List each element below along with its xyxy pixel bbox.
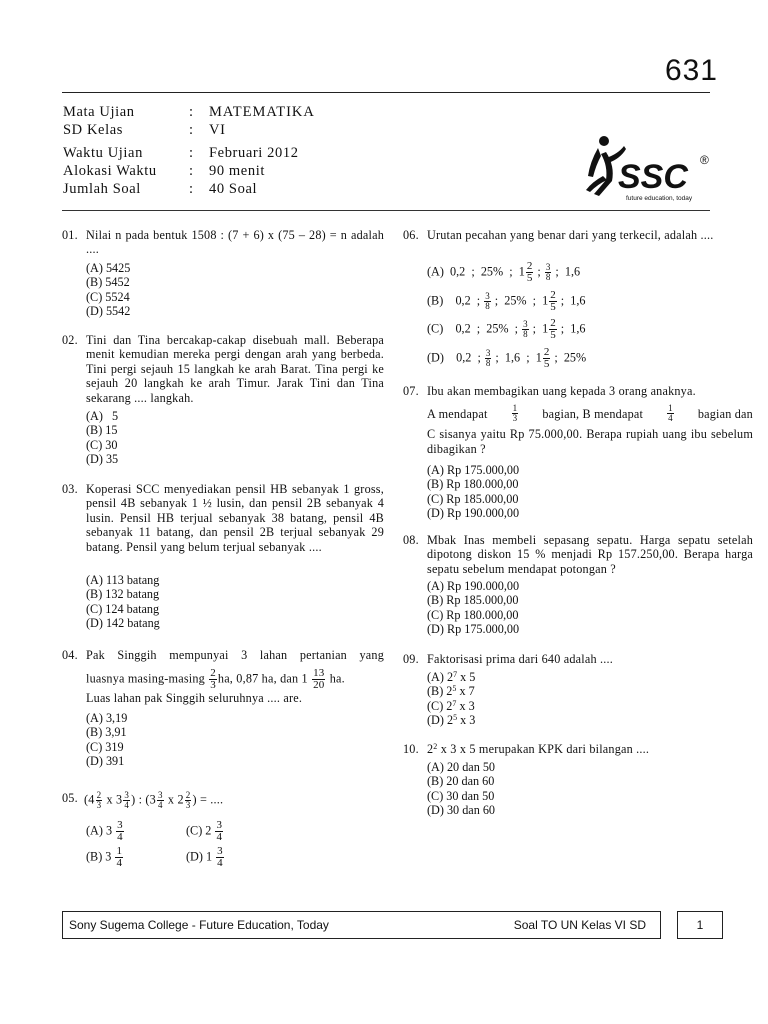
- q07-text: A mendapat: [427, 406, 488, 421]
- page-number-box: 1: [677, 911, 723, 939]
- q05-text: ) : (3: [131, 792, 156, 807]
- question-04-options: [86, 711, 127, 769]
- q04-line2: [86, 668, 384, 691]
- option-a: (A) 113 batang: [86, 573, 160, 587]
- option-b: (B) Rp 180.000,00: [427, 477, 519, 492]
- info-colon: :: [189, 163, 194, 179]
- option-d: (D) 391: [86, 754, 125, 769]
- info-label: Mata Ujian: [63, 104, 135, 120]
- option-c: (C) 2 $\frac{3}{4}$: [186, 819, 222, 843]
- option-b: (B) $2^5$ x 7: [427, 684, 475, 699]
- option-a: (A) 20 dan 50: [427, 760, 496, 774]
- option-d: (D) 5542: [86, 304, 131, 319]
- option-d: (D) Rp 175.000,00: [427, 622, 520, 637]
- question-text: Tini dan Tina bercakap-cakap disebuah mall. Beberapa menit kemudian mereka pergi dengan arah yang berbeda. Tini pergi sejauh 15 langkah ke arah Barat. Tina pergi ke sejauh 20 langkah ke arah Timur. Jarak Tini dan Tina sekarang .... langkah.: [86, 333, 384, 405]
- info-value: VI: [209, 122, 226, 138]
- q07-line2: [427, 404, 753, 423]
- info-label: Alokasi Waktu: [63, 163, 157, 179]
- question-text: Nilai n pada bentuk 1508 : (7 + 6) x (75 – 28) = n adalah ....: [86, 228, 384, 257]
- info-value: 40 Soal: [209, 181, 258, 197]
- option-a: (A) 5: [86, 409, 119, 423]
- question-03-options: [86, 573, 160, 631]
- option-c: (C) 0,2 ; 25% ; $\frac{3}{8}$ ; 1 $\frac{2}{5}$ ; 1,6: [427, 317, 586, 341]
- fraction-1-4: $\frac{1}{4}$: [668, 403, 673, 424]
- q04-line3: Luas lahan pak Singgih seluruhnya .... are.: [86, 691, 303, 706]
- question-number: 01.: [62, 228, 78, 242]
- question-02-options: [86, 409, 118, 467]
- q04-text: ha.: [329, 671, 345, 686]
- option-b: (B) Rp 185.000,00: [427, 593, 519, 608]
- question-number: 06.: [403, 228, 419, 242]
- info-label: Jumlah Soal: [63, 181, 141, 197]
- info-colon: :: [189, 181, 194, 197]
- info-colon: :: [189, 145, 194, 161]
- logo-tagline: future education, today: [626, 195, 693, 202]
- option-c: (C) 30 dan 50: [427, 788, 495, 803]
- option-c: (C) $2^7$ x 3: [427, 698, 475, 713]
- question-text: [427, 384, 753, 456]
- question-number: 09.: [403, 652, 419, 666]
- q07-line3: C sisanya yaitu Rp 75.000,00. Berapa rupiah uang ibu sebelum dibagikan ?: [427, 427, 753, 456]
- footer-exam-title: Soal TO UN Kelas VI SD: [513, 918, 646, 932]
- q05-text: x 2: [167, 792, 184, 807]
- info-label: SD Kelas: [63, 122, 123, 138]
- info-colon: :: [189, 122, 194, 138]
- info-value: MATEMATIKA: [209, 104, 315, 120]
- question-text: $2^2$ x 3 x 5 merupakan KPK dari bilangan ....: [427, 742, 650, 756]
- fraction-3-4: $\frac{3}{4}$: [124, 790, 130, 810]
- option-b: (B) 5452: [86, 275, 130, 290]
- option-b: (B) 3 $\frac{1}{4}$: [86, 845, 122, 869]
- option-a: (A) 0,2 ; 25% ; 1 $\frac{2}{5}$ ; $\frac{3}{8}$ ; 1,6: [427, 260, 581, 284]
- question-number: 07.: [403, 384, 419, 398]
- q04-text: ha, 0,87 ha, dan 1: [217, 671, 308, 686]
- fraction-1-3: $\frac{1}{3}$: [512, 403, 518, 424]
- option-c: (C) 5524: [86, 289, 130, 304]
- option-d: (D) Rp 190.000,00: [427, 506, 520, 521]
- question-number: 10.: [403, 742, 419, 756]
- option-c: (C) Rp 185.000,00: [427, 491, 519, 506]
- q05-text: x 3: [106, 792, 123, 807]
- question-number: 03.: [62, 482, 78, 496]
- fraction-3-4: $\frac{3}{4}$: [157, 790, 163, 810]
- info-value: 90 menit: [209, 163, 265, 179]
- logo-registered: ®: [700, 153, 709, 167]
- question-text: Koperasi SCC menyediakan pensil HB sebanyak 1 gross, pensil 4B sebanyak 1 ½ lusin, dan pensil 2B sebanyak 4 lusin. Pensil HB terjual sebanyak 38 batang, pensil 4B sebanyak 11 batang, dan pensil 2B terjual sebanyak 29 batang. Pensil yang belum terjual sebanyak ....: [86, 482, 384, 554]
- option-d: (D) $2^5$ x 3: [427, 713, 476, 728]
- option-a: (A) $2^7$ x 5: [427, 670, 476, 684]
- option-a: (A) 5425: [86, 261, 131, 275]
- page-code: 631: [664, 54, 718, 87]
- footer: [62, 911, 661, 939]
- question-10-options: [427, 760, 495, 818]
- option-c: (C) Rp 180.000,00: [427, 607, 519, 622]
- q07-text: bagian dan: [697, 406, 753, 421]
- info-value: Februari 2012: [209, 145, 299, 161]
- fraction-2-3: $\frac{2}{3}$: [210, 667, 216, 692]
- question-01-options: [86, 261, 130, 319]
- ssc-logo: [584, 132, 714, 204]
- option-a: (A) 3,19: [86, 711, 128, 725]
- question-number: 08.: [403, 533, 419, 547]
- logo-brand: SSC: [618, 158, 688, 196]
- option-b: (B) 3,91: [86, 725, 127, 740]
- question-07-options: [427, 463, 519, 521]
- option-c: (C) 30: [86, 437, 118, 452]
- q07-text: bagian, B mendapat: [542, 406, 644, 421]
- option-b: (B) 20 dan 60: [427, 774, 495, 789]
- q05-text: (4: [84, 792, 95, 807]
- question-text: Mbak Inas membeli sepasang sepatu. Harga sepatu setelah dipotong diskon 15 % menjadi Rp 157.250,00. Berapa harga sepatu sebelum mendapat potongan ?: [427, 533, 753, 576]
- q07-line1: Ibu akan membagikan uang kepada 3 orang anaknya.: [427, 384, 696, 398]
- top-rule: [62, 92, 710, 93]
- runner-logo-icon: [584, 132, 714, 204]
- question-number: 02.: [62, 333, 78, 347]
- option-d: (D) 1 $\frac{3}{4}$: [186, 845, 223, 869]
- option-d: (D) 30 dan 60: [427, 803, 496, 818]
- question-08-options: [427, 579, 519, 637]
- option-b: (B) 15: [86, 423, 118, 438]
- info-colon: :: [189, 104, 194, 120]
- option-d: (D) 142 batang: [86, 616, 160, 631]
- q04-text: luasnya masing-masing: [86, 671, 205, 686]
- fraction-2-3: $\frac{2}{3}$: [96, 790, 102, 810]
- option-d: (D) 0,2 ; $\frac{3}{8}$ ; 1,6 ; 1 $\frac{2}{5}$ ; 25%: [427, 346, 587, 370]
- info-label: Waktu Ujian: [63, 145, 143, 161]
- footer-school: Sony Sugema College - Future Education, Today: [69, 918, 329, 932]
- option-c: (C) 319: [86, 739, 124, 754]
- question-text: [84, 791, 384, 810]
- fraction-13-20: $\frac{13}{20}$: [313, 667, 325, 692]
- question-text: Faktorisasi prima dari 640 adalah ....: [427, 652, 613, 666]
- q04-line1: Pak Singgih mempunyai 3 lahan pertanian yang: [86, 648, 384, 662]
- question-09-options: [427, 670, 475, 728]
- option-b: (B) 132 batang: [86, 587, 160, 602]
- fraction-2-3: $\frac{2}{3}$: [185, 790, 191, 810]
- option-a: (A) Rp 190.000,00: [427, 579, 520, 593]
- option-c: (C) 124 batang: [86, 601, 160, 616]
- question-number: 05.: [62, 791, 78, 805]
- question-number: 04.: [62, 648, 78, 662]
- q05-text: ) = ....: [192, 792, 224, 807]
- option-a: (A) Rp 175.000,00: [427, 463, 520, 477]
- option-a: (A) 3 $\frac{3}{4}$: [86, 819, 123, 843]
- question-text: Urutan pecahan yang benar dari yang terkecil, adalah ....: [427, 228, 714, 242]
- header-divider: [62, 210, 710, 211]
- question-text: [86, 648, 384, 706]
- option-d: (D) 35: [86, 452, 119, 467]
- option-b: (B) 0,2 ; $\frac{3}{8}$ ; 25% ; 1 $\frac{2}{5}$ ; 1,6: [427, 289, 586, 313]
